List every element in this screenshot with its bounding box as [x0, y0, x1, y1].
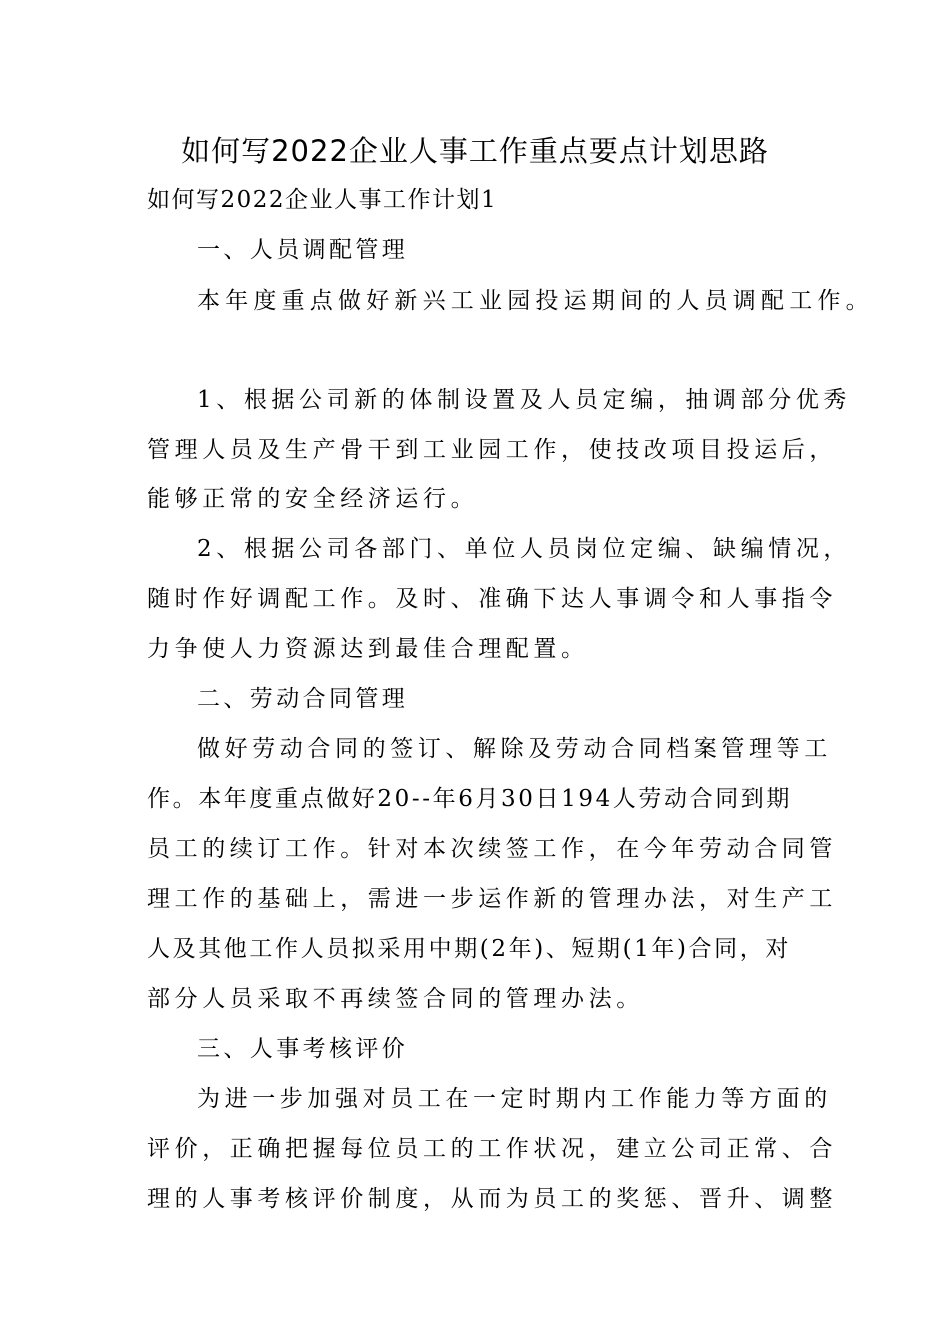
paragraph-line: 理工作的基础上，需进一步运作新的管理办法，对生产工 [147, 886, 837, 912]
paragraph-line: 随时作好调配工作。及时、准确下达人事调令和人事指令 [147, 586, 837, 612]
paragraph-line: 力争使人力资源达到最佳合理配置。 [147, 636, 589, 662]
paragraph-line: 管理人员及生产骨干到工业园工作，使技改项目投运后， [147, 437, 837, 463]
section-heading-1: 一、人员调配管理 [197, 237, 409, 263]
paragraph-line: 员工的续订工作。针对本次续签工作，在今年劳动合同管 [147, 836, 837, 862]
paragraph-line: 部分人员采取不再续签合同的管理办法。 [147, 986, 644, 1012]
paragraph-line: 2、根据公司各部门、单位人员岗位定编、缺编情况， [197, 536, 852, 562]
paragraph-line: 作。本年度重点做好20--年6月30日194人劳动合同到期 [147, 786, 793, 812]
paragraph-line: 人及其他工作人员拟采用中期(2年)、短期(1年)合同，对 [147, 936, 791, 962]
section-heading-3: 三、人事考核评价 [197, 1036, 409, 1062]
document-subtitle: 如何写2022企业人事工作计划1 [147, 187, 498, 213]
section-heading-2: 二、劳动合同管理 [197, 686, 409, 712]
paragraph-line: 理的人事考核评价制度，从而为员工的奖惩、晋升、调整 [147, 1186, 837, 1212]
paragraph-line: 为进一步加强对员工在一定时期内工作能力等方面的 [197, 1086, 832, 1112]
paragraph-line: 能够正常的安全经济运行。 [147, 486, 479, 512]
paragraph-line: 1、根据公司新的体制设置及人员定编，抽调部分优秀 [197, 387, 852, 413]
paragraph-line: 评价，正确把握每位员工的工作状况，建立公司正常、合 [147, 1136, 837, 1162]
document-title: 如何写2022企业人事工作重点要点计划思路 [181, 134, 769, 168]
paragraph-line: 做好劳动合同的签订、解除及劳动合同档案管理等工 [197, 736, 832, 762]
paragraph-line: 本年度重点做好新兴工业园投运期间的人员调配工作。 [197, 288, 874, 314]
